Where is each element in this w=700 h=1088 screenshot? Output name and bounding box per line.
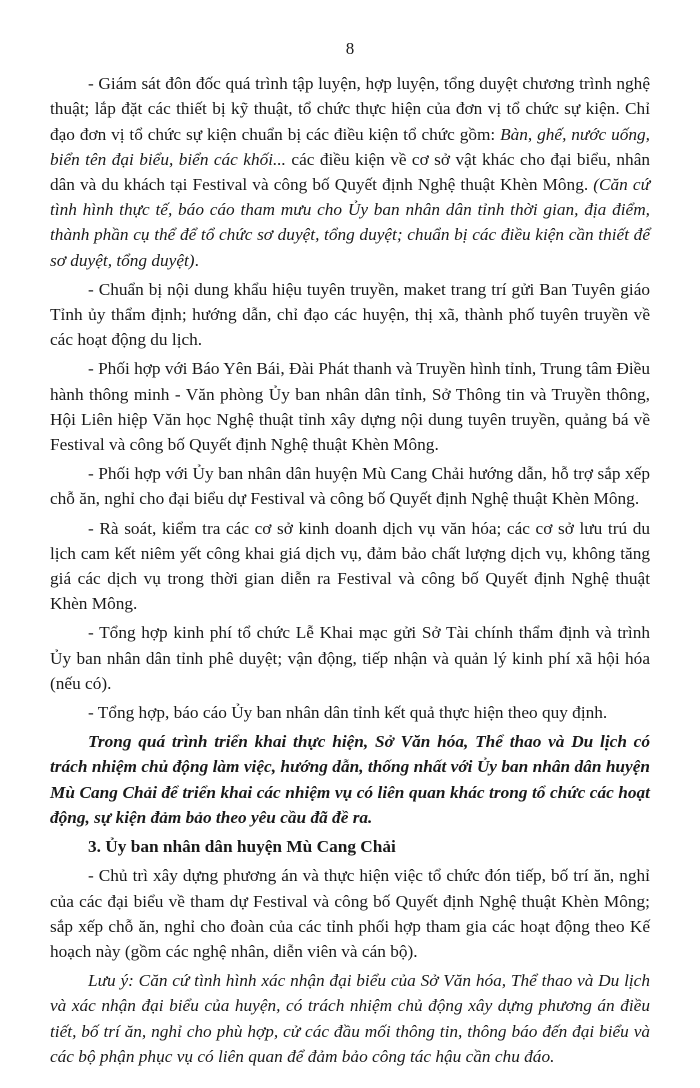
paragraph-budget: - Tổng hợp kinh phí tổ chức Lễ Khai mạc gửi Sở Tài chính thẩm định và trình Ủy ban nhân dân tỉnh phê duyệt; vận động, tiếp nhận và quản lý kinh phí xã hội hóa (nếu có).	[50, 623, 650, 693]
italic-list: Bàn, ghế, nước uống, biển tên đại biểu, biển các khối...	[50, 124, 650, 169]
paragraph-slogans: - Chuẩn bị nội dung khẩu hiệu tuyên truyền, maket trang trí gửi Ban Tuyên giáo Tỉnh ủy thẩm định; hướng dẫn, chỉ đạo các huyện, thị xã, thành phố tuyên truyền về các hoạt động du lịch.	[50, 279, 650, 350]
paragraph-note: Lưu ý: Căn cứ tình hình xác nhận đại biểu của Sở Văn hóa, Thể thao và Du lịch và xác nhận đại biểu của huyện, có trách nhiệm chủ động xây dựng phương án điều tiết, bố trí ăn, nghỉ cho phù hợp, cử các đầu mối thông tin, thông báo đến đại biểu và các bộ phận phục vụ có liên quan để đảm bảo công tác hậu cần chu đáo.	[50, 971, 650, 1066]
paragraph-text: - Giám sát đôn đốc quá trình tập luyện, hợp luyện, tổng duyệt chương trình nghệ thuật; lắp đặt các thiết bị kỹ thuật, tổ chức thực hiện của đơn vị tổ chức sự kiện. Chỉ đạo đơn vị tổ chức sự kiện chuẩn bị các điều kiện tổ chức gồm:	[50, 74, 650, 144]
page-number: 8	[345, 39, 355, 58]
paragraph-district-lead: - Chủ trì xây dựng phương án và thực hiện việc tổ chức đón tiếp, bố trí ăn, nghỉ của các đại biểu về tham dự Festival và công bố Quyết định Nghệ thuật Khèn Mông; sắp xếp chỗ ăn, nghỉ cho đoàn của các tỉnh phối hợp tham gia các hoạt động theo Kế hoạch này (gồm các nghệ nhân, diễn viên và cán bộ).	[50, 866, 650, 961]
paragraph-report: - Tổng hợp, báo cáo Ủy ban nhân dân tỉnh kết quả thực hiện theo quy định.	[88, 703, 608, 723]
paragraph-supervise-rehearsal	[50, 71, 650, 273]
paragraph-inspection: - Rà soát, kiểm tra các cơ sở kinh doanh dịch vụ văn hóa; các cơ sở lưu trú du lịch cam kết niêm yết công khai giá dịch vụ, đảm bảo chất lượng dịch vụ, không tăng giá các dịch vụ trong thời gian diễn ra Festival và công bố Quyết định Nghệ thuật Khèn Mông.	[50, 518, 650, 614]
paragraph-media-coordination: - Phối hợp với Báo Yên Bái, Đài Phát thanh và Truyền hình tỉnh, Trung tâm Điều hành thông minh - Văn phòng Ủy ban nhân dân tỉnh, Sở Thông tin và Truyền thông, Hội Liên hiệp Văn học Nghệ thuật tỉnh xây dựng nội dung tuyên truyền, quảng bá về Festival và công bố Quyết định Nghệ thuật Khèn Mông.	[50, 359, 650, 455]
paragraph-accommodation-support: - Phối hợp với Ủy ban nhân dân huyện Mù Cang Chải hướng dẫn, hỗ trợ sắp xếp chỗ ăn, nghỉ cho đại biểu dự Festival và công bố Quyết định Nghệ thuật Khèn Mông.	[50, 464, 650, 509]
italic-note: (Căn cứ tình hình thực tế, báo cáo tham mưu cho Ủy ban nhân dân tỉnh thời gian, địa điểm, thành phần cụ thể để tổ chức sơ duyệt, tổng duyệt; chuẩn bị các điều kiện cần thiết để sơ duyệt, tổng duyệt)	[50, 175, 650, 270]
paragraph-text: .	[194, 250, 199, 270]
paragraph-text: các điều kiện về cơ sở vật khác cho đại biểu, nhân dân và du khách tại Festival và công bố Quyết định Nghệ thuật Khèn Mông.	[50, 149, 651, 195]
paragraph-responsibility-note: Trong quá trình triển khai thực hiện, Sở Văn hóa, Thể thao và Du lịch có trách nhiệm chủ động làm việc, hướng dẫn, thống nhất với Ủy ban nhân dân huyện Mù Cang Chải để triển khai các nhiệm vụ có liên quan khác trong tổ chức các hoạt động, sự kiện đảm bảo theo yêu cầu đã đề ra.	[50, 732, 650, 827]
section-heading-3: 3. Ủy ban nhân dân huyện Mù Cang Chải	[88, 837, 396, 857]
